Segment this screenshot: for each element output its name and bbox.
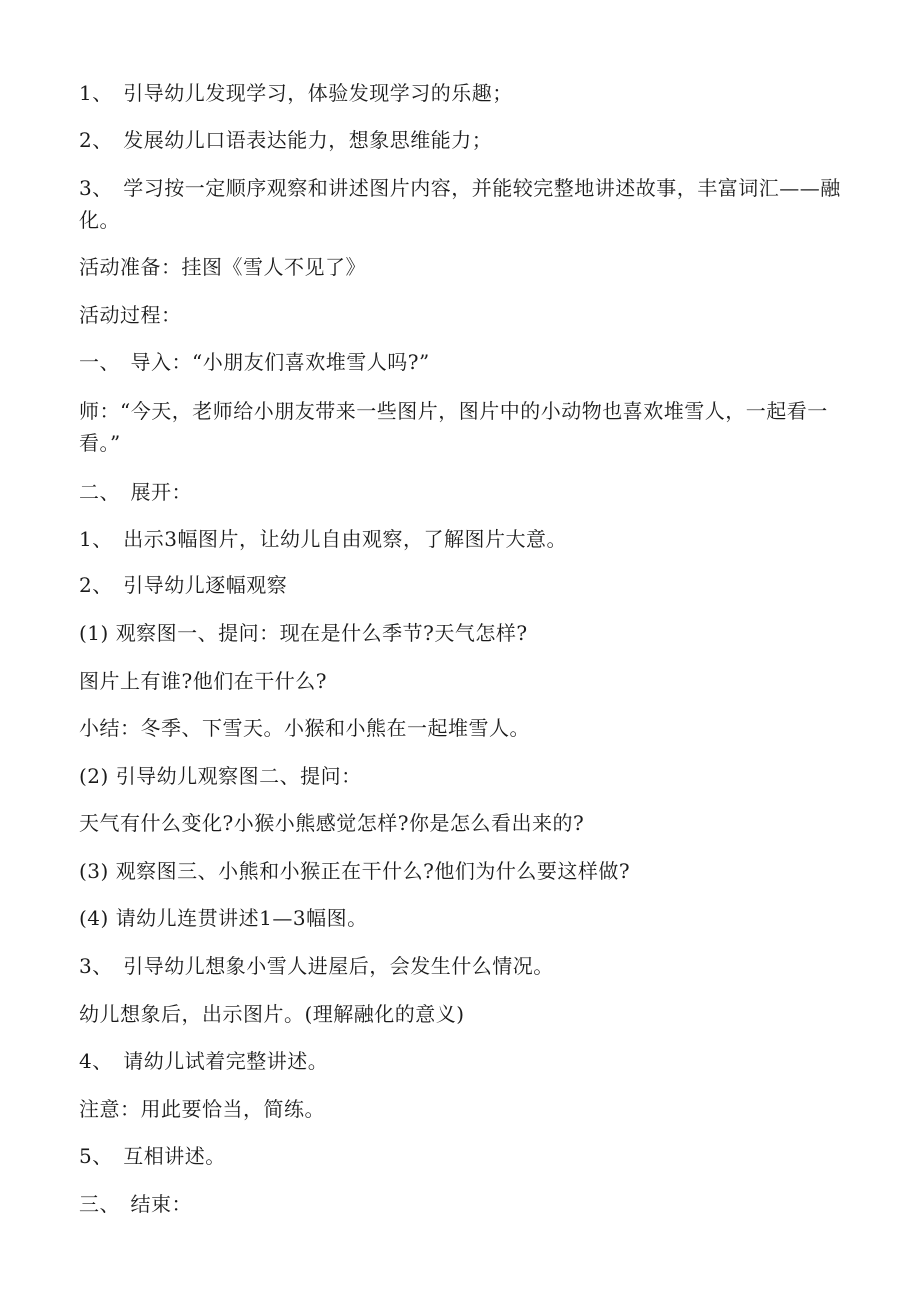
substep-1: (1) 观察图一、提问：现在是什么季节?天气怎样? [79,621,528,645]
section-end: 三、 结束： [79,1192,192,1216]
section-expand: 二、 展开： [79,480,192,504]
activity-preparation: 活动准备：挂图《雪人不见了》 [79,255,366,279]
substep-2: (2) 引导幼儿观察图二、提问： [79,764,362,788]
step-3-note: 幼儿想象后，出示图片。(理解融化的意义) [79,1002,465,1026]
teacher-quote: 师：“今天，老师给小朋友带来一些图片，图片中的小动物也喜欢堆雪人，一起看一看。” [79,399,828,455]
activity-process-heading: 活动过程： [79,303,182,327]
goal-item-2: 2、 发展幼儿口语表达能力，想象思维能力； [79,128,493,152]
substep-2-question: 天气有什么变化?小猴小熊感觉怎样?你是怎么看出来的? [79,811,585,835]
substep-1-question: 图片上有谁?他们在干什么? [79,669,327,693]
goal-item-3: 3、 学习按一定顺序观察和讲述图片内容，并能较完整地讲述故事，丰富词汇——融化。 [79,176,841,232]
step-3: 3、 引导幼儿想象小雪人进屋后，会发生什么情况。 [79,954,554,978]
substep-1-summary: 小结：冬季、下雪天。小猴和小熊在一起堆雪人。 [79,716,530,740]
substep-4: (4) 请幼儿连贯讲述1—3幅图。 [79,906,368,930]
step-1: 1、 出示3幅图片，让幼儿自由观察，了解图片大意。 [79,527,567,551]
step-4: 4、 请幼儿试着完整讲述。 [79,1049,329,1073]
goal-item-1: 1、 引导幼儿发现学习，体验发现学习的乐趣； [79,81,513,105]
substep-3: (3) 观察图三、小熊和小猴正在干什么?他们为什么要这样做? [79,859,631,883]
step-4-note: 注意：用此要恰当，简练。 [79,1097,325,1121]
step-2: 2、 引导幼儿逐幅观察 [79,573,288,597]
step-5: 5、 互相讲述。 [79,1144,226,1168]
section-intro: 一、 导入：“小朋友们喜欢堆雪人吗?” [79,350,430,374]
